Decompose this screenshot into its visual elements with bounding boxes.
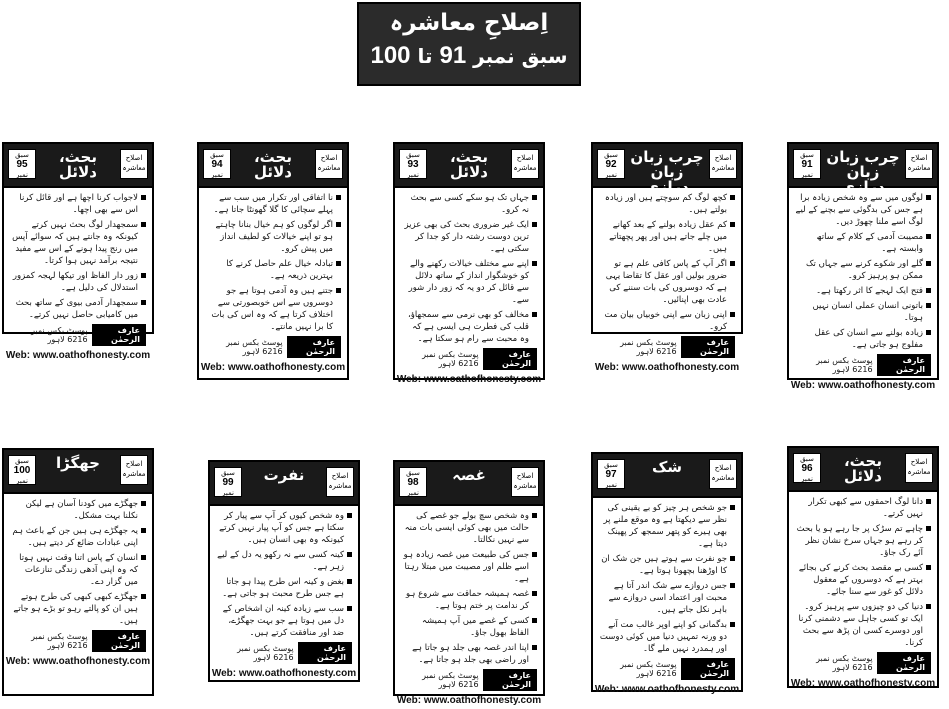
lesson-number: 94 [211,159,223,170]
number-word: نمبر [211,171,223,179]
lesson-card [2,448,154,696]
lesson-card [197,142,349,380]
website-link[interactable]: Web: www.oathofhonesty.com [396,695,542,706]
series-label: اصلاح معاشرہ [709,149,737,179]
lesson-number: 91 [801,159,813,170]
lesson-card [787,446,939,688]
lesson-word: سبق [221,469,235,477]
card-header [210,462,358,506]
signature [10,324,146,346]
lesson-point: یہ جھگڑے ہی ہیں جن کے باعث ہم اپنی عبادات ضائع کر دیتے ہیں۔ [10,525,146,549]
website-link[interactable]: Web: www.oathofhonesty.com [790,678,936,689]
lesson-card [208,460,360,682]
number-word: نمبر [407,489,419,497]
lesson-point: جتنے ہیں وہ آدمی ہوتا ہے جو دوسروں سے اس خوبصورتی سے اختلاف کرتا ہے کہ وہ اس کی بات کا برا نہیں مانتے۔ [205,285,341,333]
lesson-card [2,142,154,361]
card-header [789,144,937,196]
card-header [593,454,741,498]
lesson-point: مخالف کو بھی نرمی سے سمجھاؤ، قلب کی فطرت ہی ایسی ہے کہ وہ محبت سے رام ہو سکتا ہے۔ [401,309,537,345]
card-header [4,144,152,188]
lesson-point: جھگڑے میں کودنا آسان ہے لیکن نکلنا بہت مشکل۔ [10,498,146,522]
lesson-number-box [597,149,625,179]
card-body [593,498,741,682]
website-link[interactable]: Web: www.oathofhonesty.com [211,668,357,679]
author-name: عارف الرحمٰن [483,669,537,691]
lesson-point: جھگڑے کبھی کبھی کی طرح ہوتے ہیں ان کو پالتے رہو تو بڑے ہو جاتے ہیں۔ [10,591,146,627]
card-topic: بحث، دلائل [449,148,489,181]
lesson-card [591,142,743,373]
signature [401,348,537,370]
author-name: عارف الرحمٰن [92,324,146,346]
lesson-points [795,496,931,649]
lesson-number: 98 [407,477,419,488]
lesson-points [599,192,735,333]
lesson-point: جس کی طبیعت میں غصہ زیادہ ہو اسے ظلم اور مصیبت میں مبتلا رہتا ہے۔ [401,549,537,585]
lesson-point: دانا لوگ احمقوں سے کبھی تکرار نہیں کرتے۔ [795,496,931,520]
lesson-number: 97 [605,469,617,480]
lesson-point: کچھ لوگ کم سوچتے ہیں اور زیادہ بولتے ہیں۔ [599,192,735,216]
lesson-card [393,142,545,385]
postal-address: پوسٹ بکس نمبر 6216 لاہور [422,671,479,689]
lesson-word: سبق [406,469,420,477]
lesson-number: 95 [16,159,28,170]
author-name: عارف الرحمٰن [298,642,352,664]
lesson-point: باتونی انسان عملی انسان نہیں ہوتا۔ [795,300,931,324]
lesson-number: 99 [222,477,234,488]
series-label: اصلاح معاشرہ [315,149,343,179]
card-topic: بحث، دلائل [843,452,883,485]
lesson-point: بغض و کینہ اس طرح پیدا ہو جاتا ہے جس طرح محبت ہو جاتی ہے۔ [216,576,352,600]
lesson-word: سبق [210,151,224,159]
author-name: عارف الرحمٰن [92,630,146,652]
author-name: عارف الرحمٰن [483,348,537,370]
lesson-point: جہاں تک ہو سکے کسی سے بحث نہ کرو۔ [401,192,537,216]
lesson-point: اپنا اندر غصہ بھی جلد ہو جاتا ہے اور راضی بھی جلد ہو جاتا ہے۔ [401,642,537,666]
card-topic: نفرت [263,466,305,484]
lesson-point: لوگوں میں سے وہ شخص زیادہ برا ہے جس کی بدگوئی سے بچنے کے لیے لوگ اسے ملنا چھوڑ دیں۔ [795,192,931,228]
banner-subtitle-prefix: سبق نمبر [473,44,568,68]
website-link[interactable]: Web: www.oathofhonesty.com [200,362,346,373]
series-label: اصلاح معاشرہ [326,467,354,497]
number-word: نمبر [222,489,234,497]
postal-address: پوسٹ بکس نمبر 6216 لاہور [620,338,677,356]
author-name: عارف الرحمٰن [877,354,931,376]
number-word: نمبر [16,477,28,485]
lesson-number-box [203,149,231,179]
lesson-point: جو نفرت سے ہوتے ہیں جن شک ان کا اوڑھنا بچھونا ہوتا ہے۔ [599,553,735,577]
author-name: عارف الرحمٰن [681,336,735,358]
lesson-word: سبق [604,461,618,469]
card-body [395,188,543,372]
postal-address: پوسٹ بکس نمبر 6216 لاہور [620,660,677,678]
lesson-number-box [399,149,427,179]
lesson-point: گلے اور شکوے کرنے سے جہاں تک ممکن ہو پرہیز کرو۔ [795,258,931,282]
lesson-word: سبق [800,151,814,159]
series-label: اصلاح معاشرہ [511,149,539,179]
lesson-word: سبق [15,151,29,159]
website-link[interactable]: Web: www.oathofhonesty.com [594,362,740,373]
card-topic: شک [651,458,683,476]
website-link[interactable]: Web: www.oathofhonesty.com [5,656,151,667]
card-body [199,188,347,360]
lesson-number: 93 [407,159,419,170]
lesson-points [205,192,341,333]
card-header [593,144,741,196]
lesson-point: اگر آپ کے پاس کافی علم ہے تو ضرور بولیں اور عقل کا تقاضا یہی ہے کہ دوسروں کی بات سننے کی عادت بھی اپنائیں۔ [599,258,735,306]
lesson-point: اپنے سے مختلف خیالات رکھنے والے کو خوشگوار انداز کے ساتھ دلائل سے قائل کر دو یہ کہ زور دار شور سے۔ [401,258,537,306]
title-banner [357,2,581,86]
card-header [395,462,543,506]
lesson-point: سمجھدار لوگ بحث نہیں کرتے کیونکہ وہ جانتے ہیں کہ سوائے آپس میں رنج پیدا ہونے کے اس سے مفید نتیجہ برآمد نہیں ہوا کرتا۔ [10,219,146,267]
signature [401,669,537,691]
lesson-points [10,192,146,321]
postal-address: پوسٹ بکس نمبر 6216 لاہور [31,326,88,344]
lesson-point: انسان کے پاس اتنا وقت نہیں ہوتا کہ وہ اپنی آدھی زندگی تنازعات میں گزار دے۔ [10,552,146,588]
lesson-number-box [214,467,242,497]
signature [216,642,352,664]
website-link[interactable]: Web: www.oathofhonesty.com [396,374,542,385]
postal-address: پوسٹ بکس نمبر 6216 لاہور [816,654,873,672]
lesson-word: سبق [406,151,420,159]
card-body [4,494,152,654]
lesson-card [393,460,545,706]
series-label: اصلاح معاشرہ [511,467,539,497]
lesson-point: زور دار الفاظ اور تیکھا لہجہ کمزور استدلال کی دلیل ہے۔ [10,270,146,294]
lesson-point: اگر لوگوں کو ہم خیال بنانا چاہتے ہو تو اپنے خیالات کو لطیف انداز میں پیش کرو۔ [205,219,341,255]
series-label: اصلاح معاشرہ [709,459,737,489]
lesson-point: کم عقل زیادہ بولنے کے بعد کھانے میں چلے جاتے ہیں اور پھر پچھتاتے ہیں۔ [599,219,735,255]
signature [10,630,146,652]
lesson-card [591,452,743,695]
signature [599,336,735,358]
banner-to-word: تا [417,44,433,68]
lesson-point: کسی بے مقصد بحث کرنے کی بجائے بہتر ہے کہ دوسروں کے معقول دلائل کو غور سے سنا جائے۔ [795,562,931,598]
author-name: عارف الرحمٰن [287,336,341,358]
card-topic: جھگڑا [56,454,100,472]
banner-from: 91 [439,42,467,69]
lesson-word: سبق [604,151,618,159]
card-header [199,144,347,188]
series-label: اصلاح معاشرہ [905,149,933,179]
author-name: عارف الرحمٰن [877,652,931,674]
card-topic: چرب زبان زبان درازی [630,148,704,196]
series-label: اصلاح معاشرہ [905,453,933,483]
series-label: اصلاح معاشرہ [120,455,148,485]
lesson-number: 96 [801,463,813,474]
lesson-points [599,502,735,655]
number-word: نمبر [801,475,813,483]
lesson-point: مصیبت آدمی کے کلام کے ساتھ وابستہ ہے۔ [795,231,931,255]
lesson-point: چاہے تم سڑک پر جا رہے ہو یا بحث کر رہے ہو جہاں سرخ نشان نظر آئے رک جاؤ۔ [795,523,931,559]
lesson-point: نا اتفاقی اور تکرار میں سب سے پہلے سچائی کا گلا گھونٹا جاتا ہے۔ [205,192,341,216]
website-link[interactable]: Web: www.oathofhonesty.com [790,380,936,391]
postal-address: پوسٹ بکس نمبر 6216 لاہور [422,350,479,368]
lesson-point: دنیا کی دو چیزوں سے پرہیز کرو۔ ایک تو کسی جاہل سے دشمنی کرنا اور دوسرے کسی ان پڑھ سے بحث کرنا۔ [795,601,931,649]
lesson-point: ایک غیر ضروری بحث کی بھی عزیز ترین دوست رشتہ دار کو جدا کر سکتی ہے۔ [401,219,537,255]
signature [205,336,341,358]
lesson-point: جو شخص ہر چیز کو بے یقینی کی نظر سے دیکھتا ہے وہ موقع ملنے پر بھی ہیرے کو پتھر سمجھ کر پھینک دیتا ہے۔ [599,502,735,550]
card-body [395,506,543,693]
signature [599,658,735,680]
postal-address: پوسٹ بکس نمبر 6216 لاہور [816,356,873,374]
lesson-card [787,142,939,391]
number-word: نمبر [801,171,813,179]
lesson-point: غصہ ہمیشہ حماقت سے شروع ہو کر ندامت پر ختم ہوتا ہے۔ [401,588,537,612]
card-topic: چرب زبان زبان درازی [826,148,900,196]
banner-subtitle [359,42,579,70]
signature [795,652,931,674]
card-header [4,450,152,494]
banner-to: 100 [370,42,411,69]
series-label: اصلاح معاشرہ [120,149,148,179]
number-word: نمبر [605,481,617,489]
postal-address: پوسٹ بکس نمبر 6216 لاہور [31,632,88,650]
lesson-point: تبادلہ خیال علم حاصل کرنے کا بہترین ذریعہ ہے۔ [205,258,341,282]
lesson-point: وہ شخص سچ بولے جو غصے کی حالت میں بھی کوئی ایسی بات منہ سے نہیں نکالتا۔ [401,510,537,546]
lesson-points [795,192,931,351]
lesson-number-box [793,453,821,483]
signature [795,354,931,376]
author-name: عارف الرحمٰن [681,658,735,680]
card-body [210,506,358,666]
website-link[interactable]: Web: www.oathofhonesty.com [5,350,151,361]
lesson-number: 100 [13,465,31,476]
card-body [789,492,937,676]
card-body [789,188,937,378]
lesson-points [216,510,352,639]
lesson-point: اپنی زبان سے اپنی خوبیاں بیان مت کرو۔ [599,309,735,333]
lesson-point: بدگمانی کو اپنے اوپر غالب مت آنے دو ورنہ تمہیں دنیا میں کوئی دوست اور ہمدرد نہیں ملے گا۔ [599,619,735,655]
lesson-number-box [597,459,625,489]
card-body [593,188,741,360]
lesson-points [401,192,537,345]
lesson-point: سب سے زیادہ کینہ ان اشخاص کے دل میں ہوتا ہے جو بہت جھگڑے، ضد اور منافقت کرتے ہیں۔ [216,603,352,639]
lesson-point: کسی کے غصے میں آپ ہمیشہ الفاظ بھول جاؤ۔ [401,615,537,639]
website-link[interactable]: Web: www.oathofhonesty.com [594,684,740,695]
lesson-point: لاجواب کرنا اچھا ہے اور قائل کرنا اس سے بھی اچھا۔ [10,192,146,216]
lesson-word: سبق [800,455,814,463]
lesson-number-box [399,467,427,497]
lesson-points [10,498,146,627]
card-topic: بحث، دلائل [253,148,293,181]
card-body [4,188,152,348]
lesson-point: وہ شخص کیوں کر آپ سے پیار کر سکتا ہے جس کو آپ پیار نہیں کرتے کیونکہ وہ بھی انسان ہیں۔ [216,510,352,546]
lesson-number-box [8,149,36,179]
lesson-word: سبق [15,457,29,465]
number-word: نمبر [16,171,28,179]
banner-title: اِصلاحِ معاشرہ [389,10,549,36]
lesson-point: سمجھدار آدمی بیوی کے ساتھ بحث میں کامیابی حاصل نہیں کرتے۔ [10,297,146,321]
lesson-number-box [8,455,36,485]
number-word: نمبر [605,171,617,179]
lesson-point: کینہ کسی سے نہ رکھو یہ دل کے لیے زہر ہے۔ [216,549,352,573]
card-header [395,144,543,188]
lesson-number: 92 [605,159,617,170]
card-topic: غصہ [452,466,486,484]
postal-address: پوسٹ بکس نمبر 6216 لاہور [226,338,283,356]
lesson-number-box [793,149,821,179]
lesson-point: فتح ایک لہجے کا اثر رکھتا ہے۔ [795,285,931,297]
lesson-point: زیادہ بولنے سے انسان کی عقل مفلوج ہو جاتی ہے۔ [795,327,931,351]
card-topic: بحث، دلائل [58,148,98,181]
postal-address: پوسٹ بکس نمبر 6216 لاہور [237,644,294,662]
card-header [789,448,937,492]
number-word: نمبر [407,171,419,179]
lesson-points [401,510,537,666]
lesson-point: جس دروازے سے شک اندر آتا ہے محبت اور اعتماد اسی دروازے سے باہر نکل جاتے ہیں۔ [599,580,735,616]
